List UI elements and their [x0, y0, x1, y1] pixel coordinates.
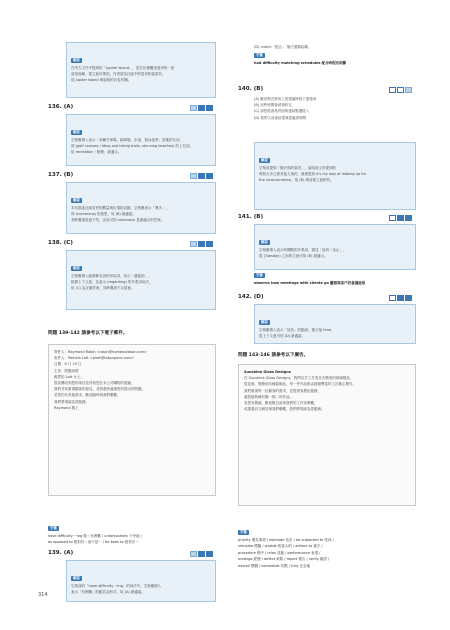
question-number: 142. (D): [238, 294, 264, 300]
explain-box: 解說 空格應填入表示時間點的介系詞，描述「直到～為止」， 從 (Tuesday) 之前的文意可知 (B) 最適合。: [254, 224, 416, 270]
question-number: 138. (C): [48, 240, 73, 246]
question-number: 137. (B): [48, 172, 74, 178]
difficulty-tags: [389, 295, 412, 301]
vocab-tag-inline: 字彙: [256, 53, 263, 57]
explain-box: 解說 空格應填入能修飾名詞的形容詞，表示「適當的」， 根據上下文意，為表示 (regarding) 的介系詞用法， 故 (C) 為正確答案，其餘選項不合語意。: [66, 250, 216, 310]
page-number: 314: [38, 592, 48, 598]
question-number: 139. (A): [48, 550, 74, 556]
explain-box: 解說 空格前提到「無法預約原因」，說明前文所提到的 時段大多已被其他人預約，最後提到 it's my way of making up for the inconvenience，故 (B) 與前後文意相符。: [254, 142, 416, 210]
email-box: 寄件人：Raymond Ralph <ralph@homeoutdoor.com> 收件人：Pamela Lott <plott@tobyspace.com> 日期：6 月 19 日 主旨：問題詢問 親愛的 Lott 女士， 很高興收到您的來信並得知您在本公司購物的經驗， 我們非常重視顧客的意見，並將盡快處理您所提出的問題。 若您仍有其他需求，歡迎隨時與我們聯繫， 我們將竭誠為您服務。 Raymond 敬上: [48, 344, 216, 496]
explain-text: 在考古文件中提到的「Jupiter Island」，是位於佛羅里達州的一座 富裕島嶼，從文意可推知，作者認為社區中的居民相當富有， 故 Jupiter Island 與說明的內容有關。: [71, 66, 175, 83]
right-top-line: (D) match「配合」 無法通順結構。: [254, 45, 312, 49]
explain-box: 解說 空格前的「have difficulty ~ing」的用法中，空格應填入 表示「有困難」的動名詞形式，故 (A) 最適當。: [66, 560, 216, 602]
explain-box: 解說 空格應填入表示「延長」的動詞，後方接 time， 從上下文意可知 (D) 最適當。: [254, 304, 416, 344]
vocab-tag-inline: 字彙: [256, 273, 263, 277]
key-phrase: had difficulty matching schedules 配合時程有困難: [254, 61, 347, 65]
vocab-block: 字彙 priority 優先事項 / estimate 估計 / be subjected to 受到 / simulate 模擬 / sizable 相當大的 / adhere to 遵守 / procedure 程序 / relax 放鬆 / performance 表現 / undergo 經歷 / defect 缺陷 / report 報告 / verify 確認 / overall 整體 / somewhat 有點 / fully 完全地: [238, 530, 334, 568]
question-number: 136. (A): [48, 104, 74, 110]
explain-box-top: [66, 42, 216, 98]
difficulty-tags: [190, 551, 213, 557]
explain-tag: 解說: [73, 58, 80, 62]
difficulty-tags: [389, 215, 412, 221]
difficulty-tags: [190, 173, 213, 179]
section-heading: 問題 143-146 請參考以下廣告。: [238, 353, 309, 358]
explain-box: 解說 本句描述社區居民的數量與出現的活動，空格應表示「眾多」， 即 (numerous) 的意思，故 (B) 最適當。 其餘選項語意不符，由此可知 numerous 是最適合的答案。: [66, 182, 216, 234]
difficulty-tags: [190, 241, 213, 247]
key-phrase: observe how meetings with clients go 觀察與客戶的會議進展: [254, 281, 366, 285]
vocab-block: 字彙 have difficulty ~ing 做～有困難 / unfortunately 不幸地 / as opposed to 相對於～而不是～ / be keen to 熱衷於～: [48, 526, 142, 545]
question-number: 140. (B): [238, 86, 264, 92]
option-list: (A) 應用程式使用上的建議時段下達搜尋 (B) 這些時間會被預約完 (C) 請您從會員頁面的連結點選進入 (D) 我們人員會致電與您確認時間: [254, 97, 317, 120]
difficulty-tags: [190, 105, 213, 111]
difficulty-tags: [389, 87, 412, 93]
ad-box: Sunshine Glass Designs 在 Sunshine Glass Designs，我們以手工打造各式精美的玻璃製品， 從花瓶、燈飾到各種裝飾品，每一件作品都由經驗豐富的工匠精心製作。 我們重視每一位顧客的需求，並提供客製化服務， 讓您能夠擁有獨一無二的作品。 若您有興趣，歡迎親自前來我們的工作室參觀， 或透過官方網站與我們聯繫，我們將竭誠為您服務。: [238, 364, 416, 506]
explain-box: 解說 空格應填入表示「高爾夫球場、網球場、步道、游泳池等」設施的名詞， 即 (golf courses, riding and hiking trails, stunning beaches) 的上位詞， 故 recreation「娛樂」最適合。: [66, 114, 216, 166]
section-heading: 問題 139-142 請參考以下電子郵件。: [48, 331, 128, 336]
question-number: 141. (B): [238, 214, 264, 220]
